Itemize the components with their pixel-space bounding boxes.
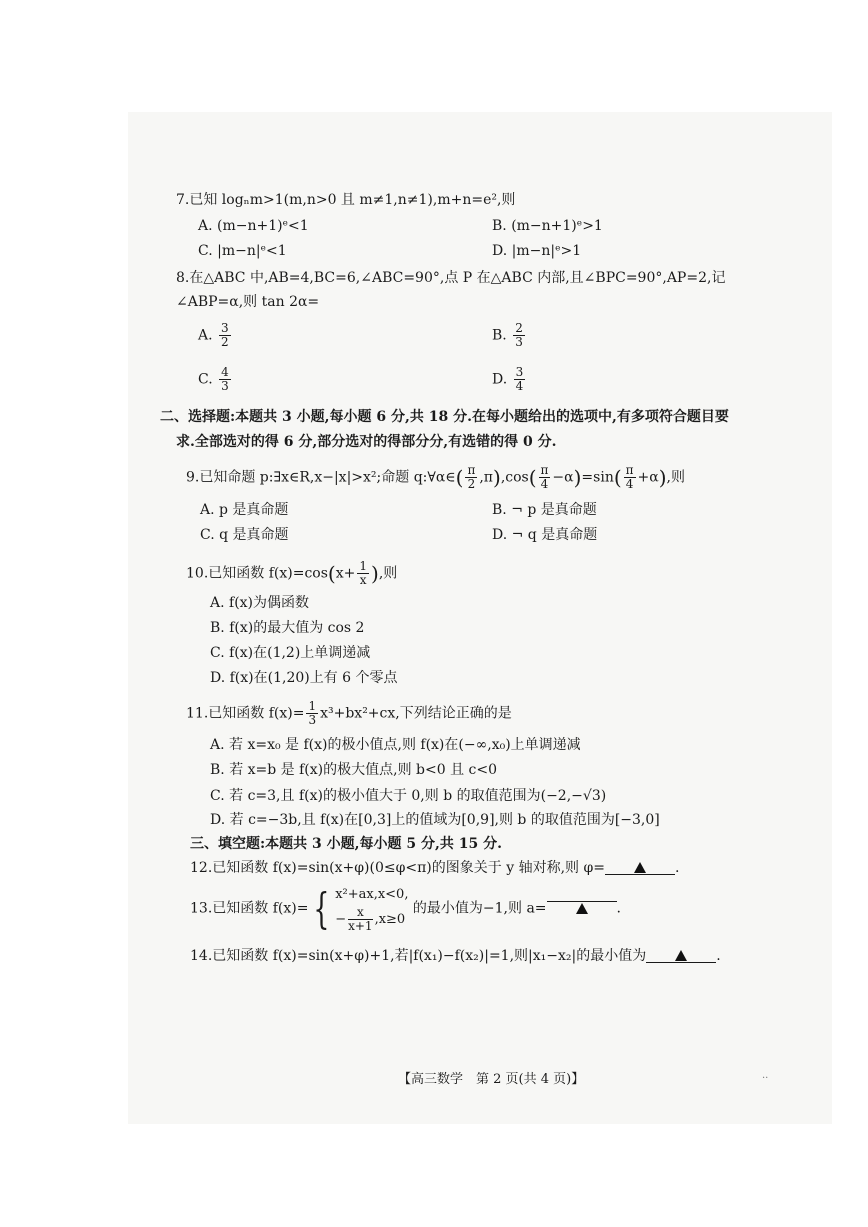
q12-stem-text: 12.已知函数 f(x)=sin(x+φ)(0≤φ<π)的图象关于 y 轴对称,则 φ= [190, 860, 606, 876]
fraction [306, 700, 318, 727]
q9-stem-part: =sin [581, 469, 614, 486]
q8-option-c [198, 366, 233, 393]
q9-stem-part: 9.已知命题 p:∃x∈R,x−|x|>x²;命题 q:∀α∈ [186, 469, 456, 486]
page-footer: 【高三数学 第 2 页(共 4 页)】 [398, 1072, 585, 1087]
denominator: 4 [625, 477, 634, 491]
q10-stem-part: 10.已知函数 f(x)=cos [186, 565, 328, 582]
denominator: 3 [308, 713, 317, 727]
q8-option-b [492, 322, 527, 349]
denominator: x [359, 573, 367, 587]
triangle-icon [576, 903, 588, 914]
numerator: 2 [515, 321, 523, 335]
q14-stem-end: . [716, 948, 721, 964]
q8-option-a [198, 322, 233, 349]
q10-option-d: D. f(x)在(1,20)上有 6 个零点 [210, 670, 398, 686]
q14-answer-blank[interactable] [646, 946, 716, 963]
q10-option-a: A. f(x)为偶函数 [210, 595, 310, 611]
q10-stem: 10.已知函数 f(x)=cos(x+ $\frac{1}{x}$ ),则 [186, 559, 398, 587]
q12-stem [190, 858, 679, 878]
piece-1: x²+ax,x<0, [335, 887, 409, 902]
numerator: π [467, 463, 476, 477]
numerator: 4 [221, 365, 229, 379]
q10-option-b: B. f(x)的最大值为 cos 2 [210, 620, 365, 636]
footer-dots: .. [762, 1070, 769, 1081]
option-label: C. [198, 371, 213, 388]
q11-option-b: B. 若 x=b 是 f(x)的极大值点,则 b<0 且 c<0 [210, 762, 498, 778]
denominator: x+1 [348, 919, 373, 933]
q7-option-b: B. (m−n+1)ᵉ>1 [492, 218, 603, 234]
q11-option-d: D. 若 c=−3b,且 f(x)在[0,3]上的值域为[0,9],则 b 的取值范围为[−3,0] [210, 812, 660, 828]
q7-option-c: C. |m−n|ᵉ<1 [198, 243, 287, 259]
q9-option-b: B. ¬ p 是真命题 [492, 502, 597, 518]
q13-stem-part: 的最小值为−1,则 a= [412, 900, 547, 917]
section2-heading-line1: 二、选择题:本题共 3 小题,每小题 6 分,共 18 分.在每小题给出的选项中,有多项符合题目要 [160, 409, 729, 425]
q11-stem-part: x³+bx²+cx,下列结论正确的是 [320, 705, 512, 722]
minus-sign: − [335, 912, 347, 927]
section3-heading: 三、填空题:本题共 3 小题,每小题 5 分,共 15 分. [190, 836, 502, 852]
q7-option-d: D. |m−n|ᵉ>1 [492, 243, 582, 259]
q11-option-a: A. 若 x=x₀ 是 f(x)的极小值点,则 f(x)在(−∞,x₀)上单调递减 [210, 737, 581, 753]
q9-option-d: D. ¬ q 是真命题 [492, 527, 598, 543]
q14-stem [190, 946, 721, 966]
q9-option-c: C. q 是真命题 [200, 527, 289, 543]
fraction [624, 464, 636, 491]
fraction [539, 464, 551, 491]
numerator: π [625, 463, 634, 477]
q13-answer-blank[interactable] [547, 885, 617, 902]
section2-heading-line2: 求.全部选对的得 6 分,部分选对的得部分分,有选错的得 0 分. [176, 434, 557, 450]
denominator: 4 [540, 477, 549, 491]
fraction [514, 366, 526, 393]
q8-stem-line2: ∠ABP=α,则 tan 2α= [176, 294, 320, 310]
q7-option-a: A. (m−n+1)ᵉ<1 [198, 218, 309, 234]
q11-stem-part: 11.已知函数 f(x)= [186, 705, 305, 722]
numerator: 1 [359, 559, 367, 573]
q12-answer-blank[interactable] [605, 858, 675, 875]
denominator: 3 [221, 379, 229, 393]
q14-stem-text: 14.已知函数 f(x)=sin(x+φ)+1,若|f(x₁)−f(x₂)|=1,则|x₁−x₂|的最小值为 [190, 948, 647, 964]
option-label: A. [198, 327, 213, 344]
denominator: 2 [467, 477, 476, 491]
q9-stem-part: ,π [479, 469, 493, 486]
q9-stem-part: ,cos [500, 469, 529, 486]
numerator: x [348, 906, 372, 920]
triangle-icon [675, 950, 687, 961]
brace: { [313, 883, 330, 933]
q9-option-a: A. p 是真命题 [200, 502, 289, 518]
q9-stem-part: +α [637, 469, 659, 486]
q13-stem [190, 884, 621, 933]
q12-stem-end: . [675, 860, 680, 876]
q8-option-d [492, 366, 527, 393]
numerator: 3 [221, 321, 229, 335]
q10-option-c: C. f(x)在(1,2)上单调递减 [210, 645, 371, 661]
q8-stem-line1: 8.在△ABC 中,AB=4,BC=6,∠ABC=90°,点 P 在△ABC 内部,且∠BPC=90°,AP=2,记 [176, 270, 726, 286]
q11-option-c: C. 若 c=3,且 f(x)的极小值大于 0,则 b 的取值范围为(−2,−√3) [210, 788, 607, 804]
denominator: 4 [515, 379, 524, 393]
fraction [513, 322, 525, 349]
fraction [465, 464, 477, 491]
piece-2 [335, 906, 408, 933]
numerator: 3 [515, 365, 524, 379]
fraction [348, 906, 372, 933]
q7-stem: 7.已知 logₙm>1(m,n>0 且 m≠1,n≠1),m+n=e²,则 [176, 192, 516, 208]
q13-stem-part: 13.已知函数 f(x)= [190, 900, 309, 917]
piecewise [335, 884, 408, 933]
q9-stem: 9.已知命题 p:∃x∈R,x−|x|>x²;命题 q:∀α∈( $\frac{\pi}{2}$ ,π),cos( $\frac{\pi}{4}$ −α)=sin( $\frac{\pi}{4}$ +α),则 [186, 463, 685, 491]
option-label: D. [492, 371, 508, 388]
triangle-icon [634, 862, 646, 873]
q10-stem-part: x+ [335, 565, 356, 582]
fraction [219, 366, 231, 393]
numerator: π [540, 463, 549, 477]
piece-2-condition: ,x≥0 [374, 912, 406, 927]
q13-stem-end: . [616, 900, 621, 917]
fraction [357, 560, 369, 587]
q9-stem-part: −α [552, 469, 574, 486]
denominator: 2 [221, 335, 229, 349]
q11-stem [186, 700, 512, 727]
denominator: 3 [515, 335, 523, 349]
numerator: 1 [308, 699, 317, 713]
option-label: B. [492, 327, 507, 344]
fraction [219, 322, 231, 349]
q9-stem-part: ,则 [666, 469, 685, 486]
q10-stem-part: ,则 [378, 565, 398, 582]
